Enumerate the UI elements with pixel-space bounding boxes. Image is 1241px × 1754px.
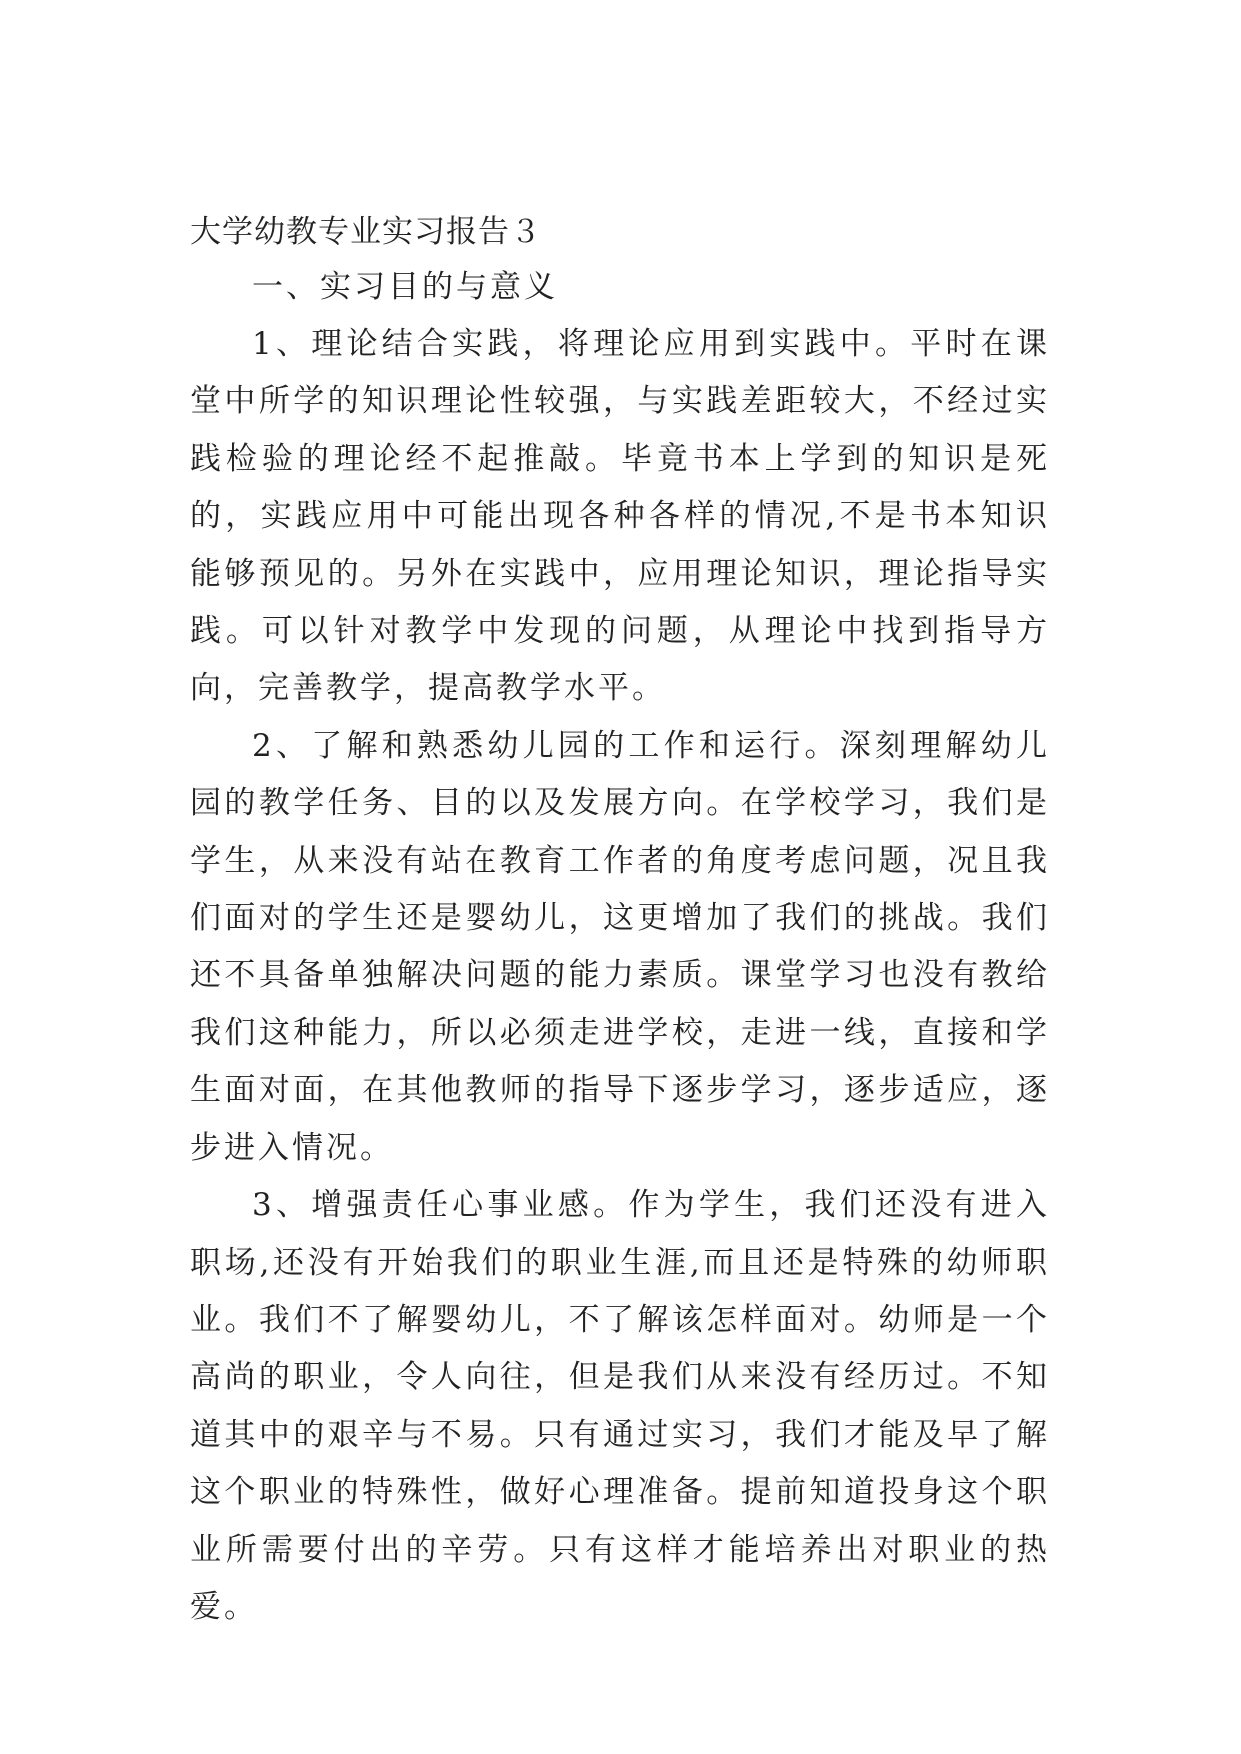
document-title: 大学幼教专业实习报告３ — [190, 214, 542, 250]
paragraph-3: 3、增强责任心事业感。作为学生，我们还没有进入职场,还没有开始我们的职业生涯,而且还是特殊的幼师职业。我们不了解婴幼儿，不了解该怎样面对。幼师是一个高尚的职业，令人向往，但是我们从来没有经历过。不知道其中的艰辛与不易。只有通过实习，我们才能及早了解这个职业的特殊性，做好心理准备。提前知道投身这个职业所需要付出的辛劳。只有这样才能培养出对职业的热爱。 — [190, 1187, 1050, 1625]
paragraph-2: 2、了解和熟悉幼儿园的工作和运行。深刻理解幼儿园的教学任务、目的以及发展方向。在学校学习，我们是学生，从来没有站在教育工作者的角度考虑问题，况且我们面对的学生还是婴幼儿，这更增加了我们的挑战。我们还不具备单独解决问题的能力素质。课堂学习也没有教给我们这种能力，所以必须走进学校，走进一线，直接和学生面对面，在其他教师的指导下逐步学习，逐步适应，逐步进入情况。 — [190, 727, 1050, 1166]
section-heading: 一、实习目的与意义 — [252, 269, 558, 305]
document-body — [190, 206, 1050, 1636]
paragraph-1: 1、理论结合实践，将理论应用到实践中。平时在课堂中所学的知识理论性较强，与实践差距较大，不经过实践检验的理论经不起推敲。毕竟书本上学到的知识是死的，实践应用中可能出现各种各样的情况,不是书本知识能够预见的。另外在实践中，应用理论知识，理论指导实践。可以针对教学中发现的问题，从理论中找到指导方向，完善教学，提高教学水平。 — [190, 326, 1050, 707]
